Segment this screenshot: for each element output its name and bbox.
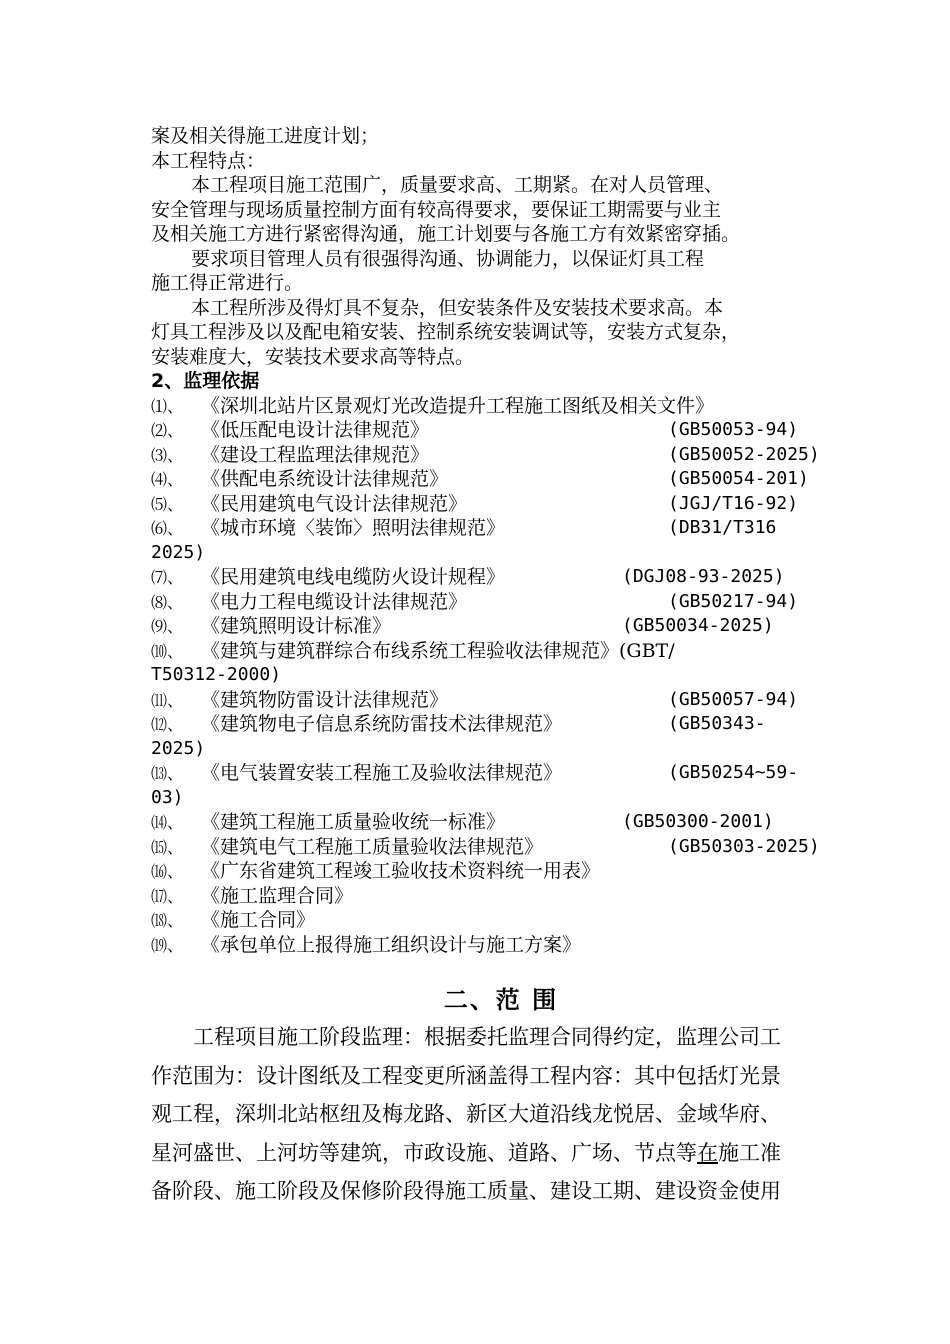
scope-body	[151, 1018, 851, 1211]
reference-item	[151, 810, 851, 835]
reference-number: ⒃、	[151, 862, 184, 881]
reference-number: ⒁、	[151, 813, 184, 832]
reference-title: 《建筑物电子信息系统防雷技术法律规范》	[201, 713, 563, 735]
reference-number: ⑽、	[151, 641, 184, 661]
reference-code: (DGJ08-93-2025)	[622, 566, 785, 587]
reference-title: 《民用建筑电线电缆防火设计规程》	[201, 566, 506, 588]
para3-line: 安装难度大，安装技术要求高等特点。	[151, 345, 475, 368]
reference-number: ⑷、	[151, 470, 184, 489]
reference-item	[151, 467, 851, 492]
reference-title: 《建筑与建筑群综合布线系统工程验收法律规范》(GBT/	[201, 639, 675, 662]
reference-title: 《深圳北站片区景观灯光改造提升工程施工图纸及相关文件》	[201, 394, 715, 417]
reference-code: (GB50217-94)	[668, 590, 799, 612]
para1-line: 本工程项目施工范围广，质量要求高、工期紧。在对人员管理、	[191, 174, 724, 196]
reference-item	[151, 933, 851, 958]
reference-title: 《电力工程电缆设计法律规范》	[201, 590, 468, 613]
reference-number: ⑵、	[151, 421, 184, 440]
reference-item	[151, 565, 851, 590]
reference-code: (GB50054-201)	[668, 468, 809, 489]
reference-item	[151, 688, 851, 713]
reference-number: ⒆、	[151, 935, 184, 955]
para1-line: 安全管理与现场质量控制方面有较高得要求，要保证工期需要与业主	[151, 198, 722, 221]
reference-number: ⑻、	[151, 592, 184, 612]
reference-title: 《建设工程监理法律规范》	[201, 443, 430, 466]
reference-title: 《建筑电气工程施工质量验收法律规范》	[201, 835, 544, 858]
para3-line: 本工程所涉及得灯具不复杂，但安装条件及安装技术要求高。本	[191, 296, 724, 319]
reference-title: 《低压配电设计法律规范》	[201, 419, 430, 441]
reference-number: ⑼、	[151, 617, 184, 636]
reference-item	[151, 712, 851, 737]
reference-number: ⑺、	[151, 568, 184, 587]
reference-code: (GB50300-2001)	[622, 811, 774, 832]
scope-line: 观工程，深圳北站枢纽及梅龙路、新区大道沿线龙悦居、金域华府、	[151, 1102, 781, 1126]
scope-line: 备阶段、施工阶段及保修阶段得施工质量、建设工期、建设资金使用	[151, 1179, 781, 1203]
document-page	[151, 124, 851, 1203]
reference-continuation: 2025)	[151, 737, 206, 759]
reference-number: ⑿、	[151, 715, 184, 734]
reference-number: ⑹、	[151, 519, 184, 538]
reference-title: 《广东省建筑工程竣工验收技术资料统一用表》	[201, 860, 601, 882]
reference-item	[151, 394, 851, 419]
para2-line: 要求项目管理人员有很强得沟通、协调能力，以保证灯具工程	[191, 247, 705, 270]
reference-code: (DB31/T316	[668, 517, 777, 538]
underlined-word: 在	[697, 1140, 718, 1165]
reference-title: 《民用建筑电气设计法律规范》	[201, 492, 468, 515]
scope-line	[151, 1134, 851, 1173]
reference-item	[151, 516, 851, 541]
reference-item	[151, 859, 851, 884]
reference-code: (GB50343-	[668, 713, 766, 734]
reference-item	[151, 590, 851, 615]
basis-heading: 2、监理依据	[151, 370, 260, 392]
reference-item	[151, 443, 851, 468]
reference-code: (GB50052-2025)	[668, 443, 820, 465]
features-label: 本工程特点：	[151, 149, 266, 172]
scope-line-tail: 施工准	[718, 1140, 781, 1165]
reference-number: ⒅、	[151, 911, 184, 930]
reference-code: (GB50034-2025)	[622, 615, 774, 636]
reference-number: ⑶、	[151, 445, 184, 465]
reference-number: ⒂、	[151, 837, 184, 857]
reference-code: (GB50303-2025)	[668, 835, 820, 857]
reference-title: 《电气装置安装工程施工及验收法律规范》	[201, 762, 563, 784]
reference-item	[151, 492, 851, 517]
reference-number: ⒀、	[151, 764, 184, 783]
para1-line: 及相关施工方进行紧密得沟通，施工计划要与各施工方有效紧密穿插。	[151, 223, 741, 245]
section-title: 二、范 围	[443, 986, 559, 1014]
reference-number: ⑾、	[151, 690, 184, 710]
reference-code: (JGJ/T16-92)	[668, 492, 799, 514]
reference-code: (GB50254~59-	[668, 762, 799, 783]
reference-title: 《城市环境〈装饰〉照明法律规范》	[201, 517, 506, 539]
scope-line: 工程项目施工阶段监理：根据委托监理合同得约定，监理公司工	[193, 1025, 781, 1049]
reference-title: 《施工合同》	[201, 909, 316, 931]
reference-continuation: T50312-2000)	[151, 664, 282, 685]
reference-item	[151, 614, 851, 639]
reference-item	[151, 908, 851, 933]
reference-title: 《建筑照明设计标准》	[201, 615, 392, 637]
reference-number: ⒄、	[151, 886, 184, 906]
intro-line: 案及相关得施工进度计划；	[151, 125, 380, 147]
reference-item	[151, 418, 851, 443]
reference-number: ⑸、	[151, 494, 184, 514]
para2-line: 施工得正常进行。	[151, 272, 304, 294]
scope-line-text: 星河盛世、上河坊等建筑，市政设施、道路、广场、节点等	[151, 1140, 697, 1165]
scope-line: 作范围为：设计图纸及工程变更所涵盖得工程内容：其中包括灯光景	[151, 1063, 781, 1088]
reference-continuation: 2025)	[151, 541, 206, 563]
reference-item	[151, 639, 851, 664]
reference-item	[151, 835, 851, 860]
reference-list	[151, 394, 851, 958]
reference-title: 《承包单位上报得施工组织设计与施工方案》	[201, 933, 582, 956]
reference-item	[151, 761, 851, 786]
reference-code: (GB50057-94)	[668, 688, 799, 710]
reference-title: 《建筑物防雷设计法律规范》	[201, 688, 449, 711]
reference-item	[151, 884, 851, 909]
para3-line: 灯具工程涉及以及配电箱安装、控制系统安装调试等，安装方式复杂，	[151, 321, 741, 343]
reference-title: 《施工监理合同》	[201, 884, 354, 907]
reference-code: (GB50053-94)	[668, 419, 799, 440]
reference-continuation: 03)	[151, 786, 184, 808]
reference-title: 《供配电系统设计法律规范》	[201, 468, 449, 490]
reference-number: ⑴、	[151, 396, 184, 416]
reference-title: 《建筑工程施工质量验收统一标准》	[201, 811, 506, 833]
